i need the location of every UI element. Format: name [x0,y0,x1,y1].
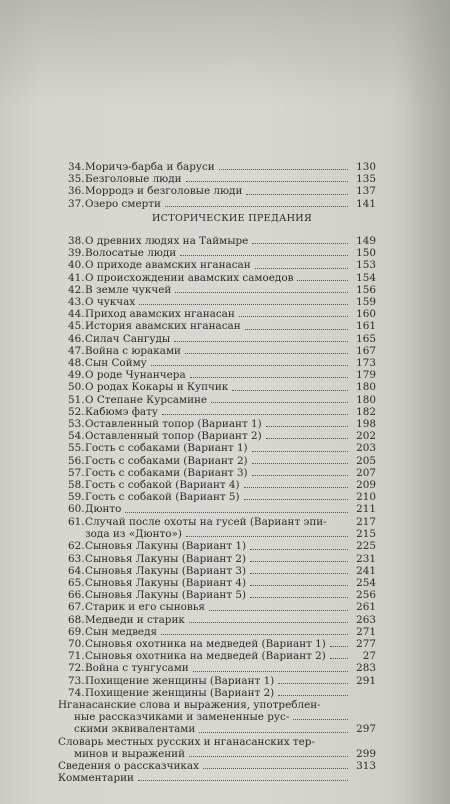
entry-number: 61. [68,515,85,528]
leader-dots [211,402,348,403]
toc-entry [68,284,376,296]
leader-dots [125,512,348,513]
toc-entry [68,394,376,406]
entry-title: Сыновья Лакуны (Вариант 4) [85,576,247,589]
entry-page: 179 [356,369,376,382]
entry-number: 48. [68,357,85,370]
toc-line [68,601,376,613]
toc-entry [68,467,376,479]
toc-line [58,760,376,772]
leader-dots [186,536,348,537]
toc-entry [68,406,376,418]
page-shadow-top [0,0,450,106]
leader-dots [185,353,348,354]
toc-line [68,650,376,662]
toc-line [68,272,376,284]
toc-entry [68,662,376,674]
toc-continuation-line [58,711,376,723]
leader-dots [139,304,348,305]
entry-number: 56. [68,454,85,467]
entry-title: Морродэ и безголовые люди [85,185,243,198]
entry-page: 182 [356,405,376,418]
toc-entry [68,381,376,393]
entry-title: Словарь местных русских и нганасанских тер- [58,735,315,748]
entry-page: 256 [356,589,376,602]
entry-title: Случай после охоты на гусей (Вариант эпи- [85,515,327,528]
entry-title: История авамских нганасан [85,320,241,333]
leader-dots [162,414,348,415]
entry-page: 161 [356,320,376,333]
leader-dots [255,268,348,269]
entry-number: 58. [68,479,85,492]
toc-entry [68,614,376,626]
toc-entry [58,772,376,784]
leader-dots [252,243,348,244]
entry-number: 35. [68,173,85,186]
entry-page: 159 [356,296,376,309]
toc-entry [68,687,376,699]
entry-page: 180 [356,393,376,406]
entry-title: Война с юраками [85,344,181,357]
entry-number: 74. [68,686,85,699]
entry-number: 40. [68,259,85,272]
entry-number: 52. [68,405,85,418]
toc-entry [58,699,376,736]
entry-title: Война с тунгусами [85,662,189,675]
entry-title: Сыновья охотника на медведей (Вариант 2) [85,650,326,663]
leader-dots [252,475,348,476]
toc-entry [68,577,376,589]
entry-page: 167 [356,344,376,357]
entry-page-alt: 217 [356,515,376,528]
entry-title: Нганасанские слова и выражения, употреблен- [58,698,321,711]
toc-line [68,247,376,259]
entry-page: 203 [356,442,376,455]
entry-page: 149 [356,235,376,248]
entry-title: О родах Кокары и Купчик [85,381,229,394]
leader-dots [297,280,348,281]
entry-page: 313 [356,759,376,772]
toc-line [68,491,376,503]
entry-title: Кабюмэ фату [85,405,158,418]
toc-entry [68,565,376,577]
entry-page: 211 [356,503,376,516]
entry-title: Старик и его сыновья [85,601,205,614]
toc-line [68,296,376,308]
leader-dots [330,646,348,647]
leader-dots [193,671,348,672]
entry-title: О Степане Курсамине [85,393,208,406]
entry-title: Сыновья Лакуны (Вариант 1) [85,540,247,553]
entry-page: 210 [356,491,376,504]
toc-extra-page [68,516,376,528]
entry-number: 46. [68,332,85,345]
leader-dots [250,585,348,586]
entry-title: О чукчах [85,296,136,309]
entry-title-continued: ные рассказчиками и замененные рус- [74,711,290,724]
entry-title: Оставленный топор (Вариант 1) [85,418,262,431]
leader-dots [209,610,348,611]
toc-entry [68,272,376,284]
toc-line [68,687,376,699]
entry-number: 36. [68,185,85,198]
entry-title: Сын Сойму [85,357,147,370]
entry-page: 215 [356,528,376,541]
toc-entry [68,198,376,210]
leader-dots [203,768,348,769]
entry-page: 299 [356,747,376,760]
entry-page: 254 [356,576,376,589]
entry-page: 153 [356,259,376,272]
leader-dots [186,181,348,182]
page-shadow-right [403,0,450,804]
leader-dots [250,561,348,562]
entry-number: 57. [68,466,85,479]
entry-page: 137 [356,185,376,198]
toc-entry [68,626,376,638]
toc-entry [68,235,376,247]
entry-number: 67. [68,601,85,614]
entry-page: 231 [356,552,376,565]
toc-line [68,540,376,552]
toc-line [68,259,376,271]
toc-line [68,381,376,393]
table-of-contents [58,161,376,785]
toc-entry [68,540,376,552]
leader-dots [165,206,348,207]
entry-number: 41. [68,271,85,284]
entry-number: 43. [68,296,85,309]
entry-number: 64. [68,564,85,577]
leader-dots [252,463,348,464]
toc-entry [68,320,376,332]
entry-number: 60. [68,503,85,516]
entry-page: 241 [356,564,376,577]
leader-dots [266,426,348,427]
toc-line [68,235,376,247]
leader-dots [138,780,348,781]
leader-dots [189,622,348,623]
leader-dots [175,292,348,293]
toc-entry [68,418,376,430]
entry-title: Комментарии [58,772,134,785]
toc-entry [68,455,376,467]
toc-entry [68,161,376,173]
entry-title: Гость с собакой (Вариант 5) [85,491,240,504]
leader-dots [219,169,348,170]
toc-section-tales [68,161,376,210]
entry-page: 130 [356,161,376,173]
entry-page: 135 [356,173,376,186]
entry-page: 141 [356,197,376,210]
entry-title: В земле чукчей [85,283,172,296]
toc-entry [68,185,376,197]
entry-number: 51. [68,393,85,406]
toc-section-appendix [58,699,376,784]
leader-dots [174,341,348,342]
toc-entry [68,601,376,613]
entry-title: Приход авамских нганасан [85,308,235,321]
toc-line [68,589,376,601]
entry-number: 59. [68,491,85,504]
leader-dots [266,438,348,439]
leader-dots [246,194,348,195]
leader-dots [278,683,348,684]
leader-dots [244,487,348,488]
entry-title: Моричэ-барба и баруси [85,161,215,173]
leader-dots [278,695,348,696]
entry-number: 68. [68,613,85,626]
entry-page: 271 [356,625,376,638]
entry-title: Гость с собакой (Вариант 4) [85,479,240,492]
entry-number: 50. [68,381,85,394]
entry-number: 65. [68,576,85,589]
leader-dots [190,377,348,378]
toc-entry [68,491,376,503]
entry-title: Гость с собаками (Вариант 1) [85,442,248,455]
entry-number: 66. [68,589,85,602]
entry-title: Гость с собаками (Вариант 3) [85,466,248,479]
toc-line [68,626,376,638]
toc-entry [68,503,376,515]
toc-entry [68,296,376,308]
leader-dots [180,255,348,256]
entry-title: О древних людях на Таймыре [85,235,249,248]
leader-dots [252,451,348,452]
entry-number: 47. [68,344,85,357]
entry-title: О приходе авамских нганасан [85,259,251,272]
toc-entry [68,479,376,491]
entry-page: 198 [356,418,376,431]
toc-entry [68,553,376,565]
entry-number: 73. [68,674,85,687]
toc-line [68,161,376,173]
entry-page: 180 [356,381,376,394]
toc-continuation-line [58,723,376,735]
entry-title: Оставленный топор (Вариант 2) [85,430,262,443]
entry-page: 207 [356,466,376,479]
entry-number: 44. [68,308,85,321]
toc-line [58,736,376,748]
entry-page: 297 [356,723,376,736]
toc-line [58,772,376,784]
entry-page: 202 [356,430,376,443]
entry-page: 150 [356,247,376,260]
toc-entry [68,369,376,381]
leader-dots [250,549,348,550]
entry-page: 261 [356,601,376,614]
entry-number: 55. [68,442,85,455]
entry-number: 63. [68,552,85,565]
leader-dots [189,756,348,757]
toc-entry [68,516,376,541]
entry-title: Сыновья охотника на медведей (Вариант 1) [85,637,326,650]
toc-entry [58,760,376,772]
toc-entry [68,173,376,185]
entry-title: Безголовые люди [85,173,182,186]
toc-line [68,320,376,332]
toc-entry [68,638,376,650]
entry-title: Сыновья Лакуны (Вариант 3) [85,564,247,577]
toc-entry [68,357,376,369]
toc-line [68,638,376,650]
toc-line [68,503,376,515]
entry-page: 160 [356,308,376,321]
toc-line [68,553,376,565]
entry-page: 225 [356,540,376,553]
toc-line [68,430,376,442]
leader-dots [245,329,348,330]
entry-number: 72. [68,662,85,675]
entry-title: Гость с собаками (Вариант 2) [85,454,248,467]
entry-page: 154 [356,271,376,284]
entry-number: 39. [68,247,85,260]
toc-line [68,455,376,467]
toc-entry [68,589,376,601]
entry-number: 38. [68,235,85,248]
entry-page: 173 [356,357,376,370]
toc-entry [68,442,376,454]
leader-dots [239,316,348,317]
toc-entry [68,345,376,357]
entry-page: 209 [356,479,376,492]
leader-dots [232,390,348,391]
entry-number: 62. [68,540,85,553]
entry-number: 45. [68,320,85,333]
entry-title-continued: зода из «Дюнто») [85,528,182,541]
toc-line [68,308,376,320]
toc-continuation-line [58,748,376,760]
entry-title: Медведи и старик [85,613,185,626]
toc-line [68,173,376,185]
toc-line [68,185,376,197]
entry-page: 277 [356,637,376,650]
toc-entry [68,650,376,662]
entry-page: 27 [362,650,376,663]
leader-dots [244,499,348,500]
toc-line [68,418,376,430]
entry-title: О роде Чунанчера [85,369,186,382]
leader-dots [293,719,348,720]
leader-dots [161,634,348,635]
entry-title: Сын медведя [85,625,158,638]
entry-title-continued: минов и выражений [74,747,186,760]
toc-line [68,198,376,210]
toc-section-historical [68,235,376,699]
toc-continuation-line [68,528,376,540]
entry-number: 69. [68,625,85,638]
entry-title: Сыновья Лакуны (Вариант 5) [85,589,247,602]
entry-title: Сыновья Лакуны (Вариант 2) [85,552,247,565]
toc-line [68,406,376,418]
leader-dots [330,658,348,659]
entry-page: 291 [356,674,376,687]
entry-title: Дюнто [85,503,122,516]
toc-line [68,357,376,369]
entry-page: 205 [356,454,376,467]
toc-line [68,345,376,357]
entry-number: 34. [68,161,85,173]
entry-number: 37. [68,197,85,210]
toc-line [58,699,376,711]
toc-line [68,467,376,479]
entry-number: 53. [68,418,85,431]
toc-line [68,479,376,491]
toc-entry [68,675,376,687]
entry-number: 42. [68,283,85,296]
toc-line [68,284,376,296]
entry-title: Озеро смерти [85,197,161,210]
leader-dots [151,365,348,366]
toc-line [68,333,376,345]
toc-line [68,675,376,687]
toc-line [68,565,376,577]
toc-entry [68,259,376,271]
leader-dots [199,732,348,733]
leader-dots [250,597,348,598]
entry-number: 70. [68,637,85,650]
toc-line [68,577,376,589]
toc-line [68,614,376,626]
entry-page: 283 [356,662,376,675]
entry-title: Волосатые люди [85,247,177,260]
section-heading: ИСТОРИЧЕСКИЕ ПРЕДАНИЯ [151,212,313,224]
entry-title: О происхождении авамских самоедов [85,271,294,284]
entry-title: Похищение женщины (Вариант 2) [85,686,275,699]
toc-entry [58,736,376,760]
entry-page: 156 [356,283,376,296]
toc-line [68,369,376,381]
entry-page: 263 [356,613,376,626]
entry-title: Сведения о рассказчиках [58,759,199,772]
toc-entry [68,333,376,345]
toc-line [68,394,376,406]
toc-entry [68,430,376,442]
entry-number: 49. [68,369,85,382]
toc-entry [68,247,376,259]
entry-title: Силач Сангуды [85,332,171,345]
entry-number: 71. [68,650,85,663]
toc-entry [68,308,376,320]
entry-title: Похищение женщины (Вариант 1) [85,674,275,687]
leader-dots [250,573,348,574]
entry-number: 54. [68,430,85,443]
entry-page: 165 [356,332,376,345]
toc-line [68,442,376,454]
entry-title-continued: скими эквивалентами [74,723,196,736]
toc-line [68,662,376,674]
